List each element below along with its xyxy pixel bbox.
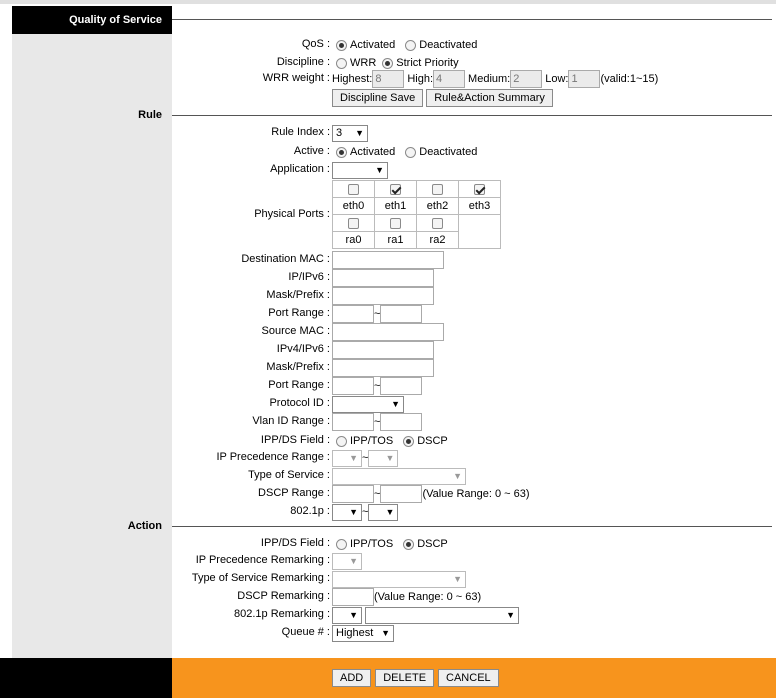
port-range-label: Port Range : — [268, 307, 330, 319]
source-mac-row — [172, 323, 776, 341]
wrr-text: WRR — [350, 57, 377, 69]
port-range-row — [172, 305, 776, 323]
qos-row — [172, 36, 776, 54]
port-eth2-cell — [417, 181, 459, 198]
rule-divider — [172, 115, 772, 116]
dscp-range-label: DSCP Range : — [258, 487, 330, 499]
application-row — [172, 161, 776, 179]
ip-ipv6-label: IP/IPv6 : — [288, 271, 330, 283]
queue-label: Queue # : — [281, 626, 330, 638]
action-dscp-text: DSCP — [417, 538, 448, 550]
strict-priority-radio[interactable] — [382, 58, 393, 69]
low-label: Low: — [545, 73, 569, 85]
tos-label: Type of Service : — [248, 469, 330, 481]
dest-mac-input[interactable] — [332, 251, 444, 269]
tilde-text: ~ — [362, 506, 369, 518]
high-label: High: — [407, 73, 434, 85]
wrr-weight-row — [172, 70, 776, 88]
add-button[interactable]: ADD — [332, 669, 371, 687]
port-eth3-cell — [459, 181, 501, 198]
chevron-down-icon: ▼ — [381, 628, 390, 638]
left-margin — [0, 4, 12, 658]
ip-prec-remark-row — [172, 552, 776, 570]
wrr-weight-label: WRR weight : — [262, 72, 330, 84]
dot1p-remark-label: 802.1p Remarking : — [234, 608, 330, 620]
port-ra0-checkbox[interactable] — [348, 218, 359, 229]
port-eth2-name: eth2 — [417, 198, 459, 215]
tos-row — [172, 467, 776, 485]
dot1p-row — [172, 503, 776, 521]
application-label: Application : — [270, 163, 330, 175]
valid-range-text: (valid:1~15) — [600, 73, 659, 85]
mask-prefix-label: Mask/Prefix : — [266, 289, 330, 301]
action-ipp-ds-label: IPP/DS Field : — [260, 537, 330, 549]
port-empty-cell — [459, 215, 501, 249]
port-ra0-cell — [333, 215, 375, 232]
chevron-down-icon: ▼ — [355, 128, 364, 138]
source-port-start-input[interactable] — [332, 377, 374, 395]
dot1p-label: 802.1p : — [290, 505, 330, 517]
source-port-end-input[interactable] — [380, 377, 422, 395]
port-ra1-checkbox[interactable] — [390, 218, 401, 229]
port-ra2-cell — [417, 215, 459, 232]
dest-mac-row — [172, 251, 776, 269]
footer-left — [12, 658, 172, 698]
action-ipp-tos-text: IPP/TOS — [350, 538, 394, 550]
port-eth0-checkbox[interactable] — [348, 184, 359, 195]
ipp-ds-label: IPP/DS Field : — [260, 434, 330, 446]
qos-deactivated-radio[interactable] — [405, 40, 416, 51]
section-action-label: Action — [127, 520, 162, 532]
rule-index-row — [172, 124, 776, 142]
rule-index-select[interactable] — [332, 125, 368, 142]
dest-mask-input[interactable] — [332, 287, 434, 305]
discipline-save-button[interactable]: Discipline Save — [332, 89, 423, 107]
dscp-end-input[interactable] — [380, 485, 422, 503]
ipp-ds-row — [172, 432, 776, 450]
discipline-label: Discipline : — [276, 56, 330, 68]
port-eth3-checkbox[interactable] — [474, 184, 485, 195]
dscp-start-input[interactable] — [332, 485, 374, 503]
queue-value: Highest — [336, 627, 374, 639]
medium-label: Medium: — [468, 73, 511, 85]
wrr-radio[interactable] — [336, 58, 347, 69]
tos-select[interactable] — [332, 468, 466, 485]
source-mac-label: Source MAC : — [261, 325, 330, 337]
queue-row — [172, 624, 776, 642]
tilde-text: ~ — [374, 380, 381, 392]
low-weight-input[interactable]: 1 — [568, 70, 600, 88]
rule-action-summary-button[interactable]: Rule&Action Summary — [426, 89, 553, 107]
physical-ports-row — [172, 180, 776, 250]
dscp-range-row — [172, 485, 776, 503]
high-weight-input[interactable]: 4 — [433, 70, 465, 88]
source-mac-input[interactable] — [332, 323, 444, 341]
rule-dscp-text: DSCP — [417, 435, 448, 447]
application-select[interactable] — [332, 162, 388, 179]
tilde-text: ~ — [362, 452, 369, 464]
port-ra2-name: ra2 — [417, 232, 459, 249]
rule-deactivated-text: Deactivated — [419, 146, 478, 158]
dscp-range-hint: (Value Range: 0 ~ 63) — [422, 488, 530, 500]
cancel-button[interactable]: CANCEL — [438, 669, 499, 687]
delete-button[interactable]: DELETE — [375, 669, 434, 687]
chevron-down-icon: ▼ — [506, 610, 515, 620]
chevron-down-icon: ▼ — [349, 610, 358, 620]
ip-prec-remark-label: IP Precedence Remarking : — [195, 554, 330, 566]
port-eth1-name: eth1 — [375, 198, 417, 215]
physical-ports-label: Physical Ports : — [254, 208, 330, 220]
action-dscp-radio[interactable] — [403, 539, 414, 550]
rule-ipp-tos-radio[interactable] — [336, 436, 347, 447]
tos-remark-row — [172, 570, 776, 588]
rule-index-value: 3 — [336, 127, 343, 139]
dest-port-start-input[interactable] — [332, 305, 374, 323]
port-eth1-checkbox[interactable] — [390, 184, 401, 195]
dscp-remark-label: DSCP Remarking : — [237, 590, 330, 602]
dscp-remark-input[interactable] — [332, 588, 374, 606]
ip-prec-start-select[interactable] — [332, 450, 362, 467]
dest-port-end-input[interactable] — [380, 305, 422, 323]
mask-prefix-row — [172, 287, 776, 305]
dot1p-remark-select[interactable] — [332, 607, 362, 624]
footer-bar — [172, 658, 776, 698]
vlan-id-label: Vlan ID Range : — [252, 415, 330, 427]
ipv4-ipv6-row — [172, 341, 776, 359]
qos-label: QoS : — [301, 38, 330, 50]
qos-deactivated-text: Deactivated — [419, 39, 478, 51]
mask-prefix2-row — [172, 359, 776, 377]
port-ra2-checkbox[interactable] — [432, 218, 443, 229]
strict-priority-text: Strict Priority — [396, 57, 459, 69]
dot1p-end-select[interactable] — [368, 504, 398, 521]
chevron-down-icon: ▼ — [349, 453, 358, 463]
port-ra1-name: ra1 — [375, 232, 417, 249]
port-eth0-cell — [333, 181, 375, 198]
protocol-id-select[interactable] — [332, 396, 404, 413]
footer-left-strip — [0, 658, 12, 698]
tilde-text: ~ — [374, 488, 381, 500]
tos-remark-select[interactable] — [332, 571, 466, 588]
vlan-end-input[interactable] — [380, 413, 422, 431]
active-row — [172, 143, 776, 161]
chevron-down-icon: ▼ — [385, 507, 395, 517]
chevron-down-icon: ▼ — [349, 507, 358, 517]
rule-activated-text: Activated — [350, 146, 396, 158]
port-ra1-cell — [375, 215, 417, 232]
dot1p-start-select[interactable] — [332, 504, 362, 521]
ipv4-ipv6-label: IPv4/IPv6 : — [276, 343, 330, 355]
dot1p-remark-value-select[interactable] — [365, 607, 519, 624]
highest-weight-input[interactable]: 8 — [372, 70, 404, 88]
chevron-down-icon: ▼ — [391, 399, 400, 409]
qos-activated-radio[interactable] — [336, 40, 347, 51]
discipline-buttons-row — [172, 89, 776, 107]
vlan-start-input[interactable] — [332, 413, 374, 431]
rule-dscp-radio[interactable] — [403, 436, 414, 447]
rule-index-label: Rule Index : — [271, 126, 330, 138]
page-title: Quality of Service — [12, 6, 172, 34]
port-eth2-checkbox[interactable] — [432, 184, 443, 195]
port-eth1-cell — [375, 181, 417, 198]
protocol-id-label: Protocol ID : — [269, 397, 330, 409]
ip-precedence-row — [172, 449, 776, 467]
action-ipp-ds-row — [172, 535, 776, 553]
action-ipp-tos-radio[interactable] — [336, 539, 347, 550]
top-strip — [0, 0, 776, 4]
active-label: Active : — [293, 145, 330, 157]
source-mask-input[interactable] — [332, 359, 434, 377]
action-divider — [172, 526, 772, 527]
port-range2-label: Port Range : — [268, 379, 330, 391]
port-eth0-name: eth0 — [333, 198, 375, 215]
chevron-down-icon: ▼ — [453, 574, 462, 584]
tos-remark-label: Type of Service Remarking : — [191, 572, 330, 584]
vlan-id-row — [172, 413, 776, 431]
port-ra0-name: ra0 — [333, 232, 375, 249]
dest-ip-input[interactable] — [332, 269, 434, 287]
medium-weight-input[interactable]: 2 — [510, 70, 542, 88]
dscp-remark-row — [172, 588, 776, 606]
port-range2-row — [172, 377, 776, 395]
dot1p-remark-row — [172, 606, 776, 624]
chevron-down-icon: ▼ — [385, 453, 395, 463]
protocol-id-row — [172, 395, 776, 413]
mask-prefix2-label: Mask/Prefix : — [266, 361, 330, 373]
ip-precedence-label: IP Precedence Range : — [216, 451, 330, 463]
highest-label: Highest: — [332, 73, 373, 85]
rule-deactivated-radio[interactable] — [405, 147, 416, 158]
title-divider — [172, 19, 772, 20]
dest-mac-label: Destination MAC : — [241, 253, 330, 265]
chevron-down-icon: ▼ — [349, 556, 358, 566]
rule-ipp-tos-text: IPP/TOS — [350, 435, 394, 447]
section-rule-label: Rule — [138, 109, 162, 121]
physical-ports-table — [332, 180, 501, 249]
ip-prec-remark-select[interactable] — [332, 553, 362, 570]
tilde-text: ~ — [374, 416, 381, 428]
ip-prec-end-select[interactable] — [368, 450, 398, 467]
chevron-down-icon: ▼ — [453, 471, 462, 481]
dscp-remark-hint: (Value Range: 0 ~ 63) — [374, 591, 482, 603]
qos-activated-text: Activated — [350, 39, 396, 51]
rule-activated-radio[interactable] — [336, 147, 347, 158]
tilde-text: ~ — [374, 308, 381, 320]
queue-select[interactable] — [332, 625, 394, 642]
ip-ipv6-row — [172, 269, 776, 287]
port-eth3-name: eth3 — [459, 198, 501, 215]
chevron-down-icon: ▼ — [375, 165, 384, 175]
source-ip-input[interactable] — [332, 341, 434, 359]
side-column — [12, 34, 172, 658]
